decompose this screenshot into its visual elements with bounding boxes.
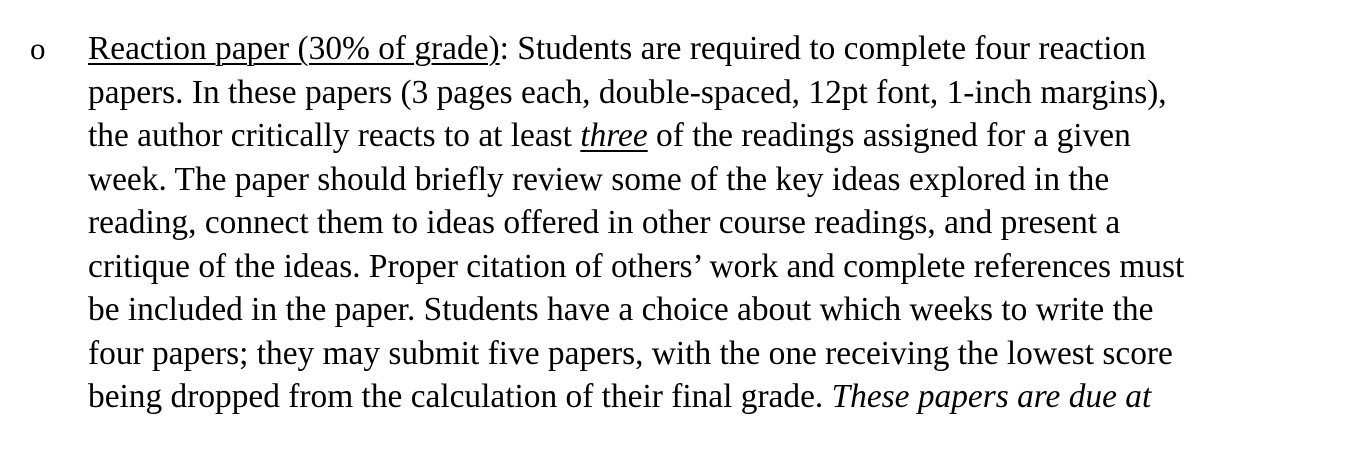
text-segment: the author critically reacts to at least: [88, 117, 581, 154]
text-segment: of the readings assigned for a given: [647, 117, 1131, 154]
text-line-6: critique of the ideas. Proper citation of others’ work and complete references must: [88, 247, 1185, 285]
text-line-8: four papers; they may submit five papers, with the one receiving the lowest score: [88, 334, 1173, 372]
text-line-5: reading, connect them to ideas offered in other course readings, and present a: [88, 204, 1121, 241]
text-line-9: [88, 375, 1350, 419]
text-line-1: [88, 27, 1350, 71]
text-line-7: be included in the paper. Students have a choice about which weeks to write the: [88, 291, 1154, 328]
text-line-2: papers. In these papers (3 pages each, double-spaced, 12pt font, 1-inch margins),: [88, 73, 1167, 111]
text-line-4: week. The paper should briefly review some of the key ideas explored in the: [88, 160, 1110, 198]
emphasis-text: three: [580, 117, 648, 154]
section-heading: Reaction paper (30% of grade): [88, 30, 500, 67]
reaction-paper-paragraph: [88, 27, 1350, 419]
text-segment: being dropped from the calculation of their final grade.: [88, 378, 832, 415]
text-line-3: [88, 114, 1350, 158]
italic-text: These papers are due at: [831, 378, 1152, 415]
list-bullet: o: [30, 31, 46, 66]
text-segment: : Students are required to complete four reaction: [499, 30, 1146, 67]
